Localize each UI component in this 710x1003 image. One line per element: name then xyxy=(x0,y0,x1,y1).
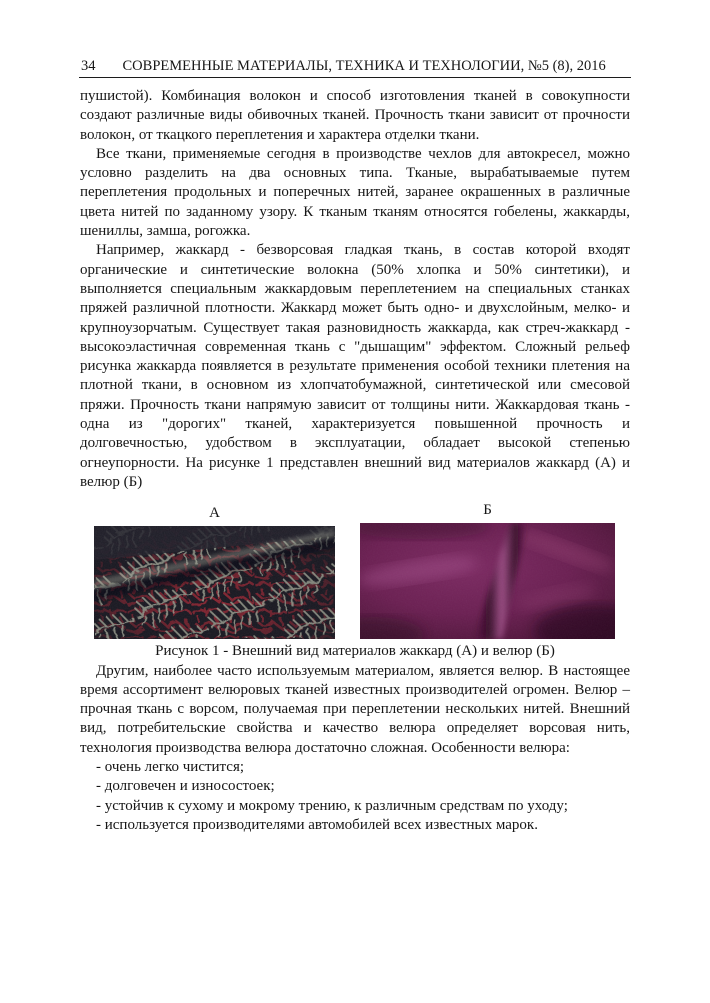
jacquard-fabric-photo xyxy=(94,526,335,639)
figure-images-row xyxy=(80,501,630,639)
list-item: - очень легко чистится; xyxy=(96,759,245,776)
list-item: - долговечен и износостоек; xyxy=(96,778,275,795)
paragraph-fibers: пушистой). Комбинация волокон и способ изготовления тканей в совокупности создают различные виды обивочных тканей. Прочность ткани зависит от прочности волокон, от ткацкого переплетения и характера отделки ткани. xyxy=(80,88,630,143)
list-item: - используется производителями автомобилей всех известных марок. xyxy=(96,816,538,833)
paragraph-fabric-types: Все ткани, применяемые сегодня в производстве чехлов для автокресел, можно условно разделить на два основных типа. Тканые, вырабатываемые путем переплетения продольных и поперечных нитей, заранее окрашенных в различные цвета нитей по заданному узору. К тканым тканям относятся гобелены, жаккарды, шениллы, замша, рогожка. xyxy=(80,145,630,240)
article-body xyxy=(80,87,630,835)
figure-1 xyxy=(80,501,630,661)
page-number: 34 xyxy=(81,58,96,74)
velour-features-list xyxy=(80,758,630,835)
list-item: - устойчив к сухому и мокрому трению, к различным средствам по уходу; xyxy=(96,797,568,814)
velour-fabric-photo xyxy=(360,523,615,639)
journal-title: СОВРЕМЕННЫЕ МАТЕРИАЛЫ, ТЕХНИКА И ТЕХНОЛОГИИ, №5 (8), 2016 xyxy=(122,58,606,74)
figure-column-a xyxy=(94,504,335,639)
page-header xyxy=(81,58,630,75)
figure-column-b xyxy=(360,501,615,639)
figure-label-a: А xyxy=(209,505,220,522)
header-rule xyxy=(79,77,631,78)
figure-label-b: Б xyxy=(483,502,492,519)
paragraph-velour: Другим, наиболее часто используемым материалом, является велюр. В настоящее время ассортимент велюровых тканей известных производителей огромен. Велюр – прочная ткань с ворсом, получаемая при переплетении нескольких нитей. Внешний вид, потребительские свойства и качество велюра определяет ворсовая нить, технология производства велюра достаточно сложная. Особенности велюра: xyxy=(80,662,630,756)
paragraph-jacquard: Например, жаккард - безворсовая гладкая ткань, в состав которой входят органические и синтетические волокна (50% хлопка и 50% синтетики), и выполняется специальным жаккардовым переплетением на специальных станках пряжей различной плотности. Жаккард может быть одно- и двухслойным, мелко- и крупноузорчатым. Существует такая разновидность жаккарда, как стреч-жаккард - высокоэластичная современная ткань с "дышащим" эффектом. Сложный рельеф рисунка жаккарда появляется в результате применения особой техники плетения на плотной ткани, в основном из хлопчатобумажной, синтетической или смесовой пряжи. Прочность ткани напрямую зависит от толщины нити. Жаккардовая ткань - одна из "дорогих" тканей, характеризуется повышенной прочность и долговечностью, удобством в эксплуатации, обладает высокой степенью огнеупорности. На рисунке 1 представлен внешний вид материалов жаккард (А) и велюр (Б) xyxy=(80,242,630,490)
figure-caption: Рисунок 1 - Внешний вид материалов жаккард (А) и велюр (Б) xyxy=(155,643,555,660)
